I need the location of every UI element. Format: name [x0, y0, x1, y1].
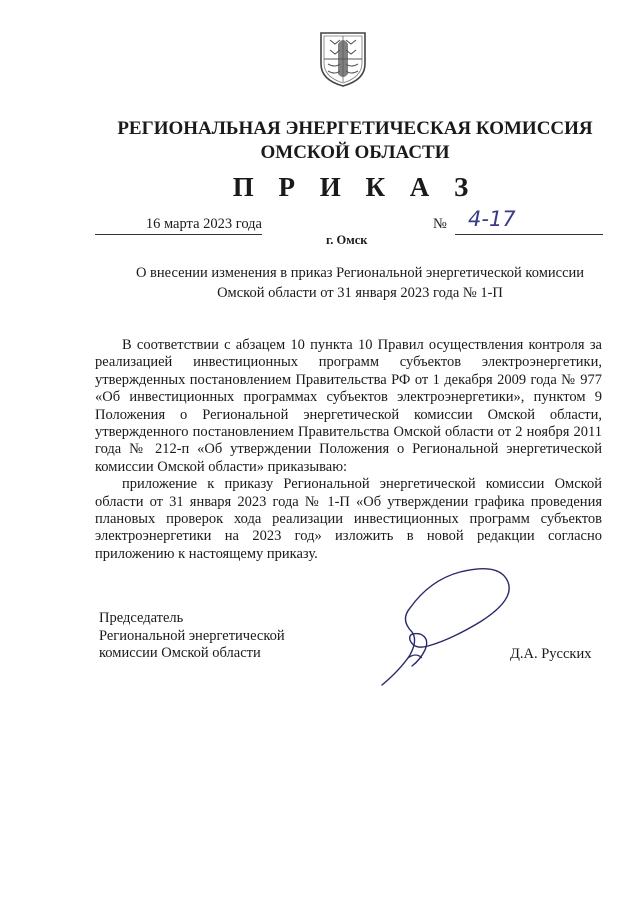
signer-title-line: Региональной энергетической — [99, 627, 285, 644]
number-label: № — [433, 216, 447, 232]
document-type: П Р И К А З — [232, 172, 478, 202]
signer-title-line: Председатель — [99, 610, 184, 626]
document-number: 4-17 — [468, 207, 516, 231]
coat-of-arms-icon — [318, 30, 368, 88]
handwritten-signature — [370, 560, 520, 690]
subject-line1: О внесении изменения в приказ Региональной энергетической комиссии — [135, 265, 585, 281]
body-paragraph: В соответствии с абзацем 10 пункта 10 Правил осуществления контроля за реализацией инвестиционных программ субъектов электроэнергетики, утвержденных постановлением Правительства РФ от 1 декабря 2009 года № 977 «Об инвестиционных программах субъектов электроэнергетики», пунктом 9 Положения о Региональной энергетической комиссии Омской области, утвержденного постановлением Правительства Омской области от 2 ноября 2011 года № 212-п «Об утверждении Положения о Региональной энергетической комиссии Омской области» приказываю: — [95, 337, 602, 475]
document-body — [95, 337, 602, 563]
signer-title-line: комиссии Омской области — [99, 645, 261, 661]
signer-name: Д.А. Русских — [510, 646, 592, 662]
subject-line2: Омской области от 31 января 2023 года № 1-П — [217, 285, 503, 301]
number-underline — [455, 234, 603, 235]
body-paragraph: приложение к приказу Региональной энергетической комиссии Омской области от 31 января 2023 года № 1-П «Об утверждении графика проведения плановых проверок хода реализации инвестиционных программ субъектов электроэнергетики на 2023 год» изложить в новой редакции согласно приложению к настоящему приказу. — [95, 476, 602, 562]
city: г. Омск — [326, 233, 368, 247]
org-name-line1: РЕГИОНАЛЬНАЯ ЭНЕРГЕТИЧЕСКАЯ КОМИССИЯ — [117, 118, 593, 139]
document-date: 16 марта 2023 года — [95, 214, 262, 235]
signer-title — [99, 610, 285, 663]
org-name-line2: ОМСКОЙ ОБЛАСТИ — [260, 142, 450, 163]
